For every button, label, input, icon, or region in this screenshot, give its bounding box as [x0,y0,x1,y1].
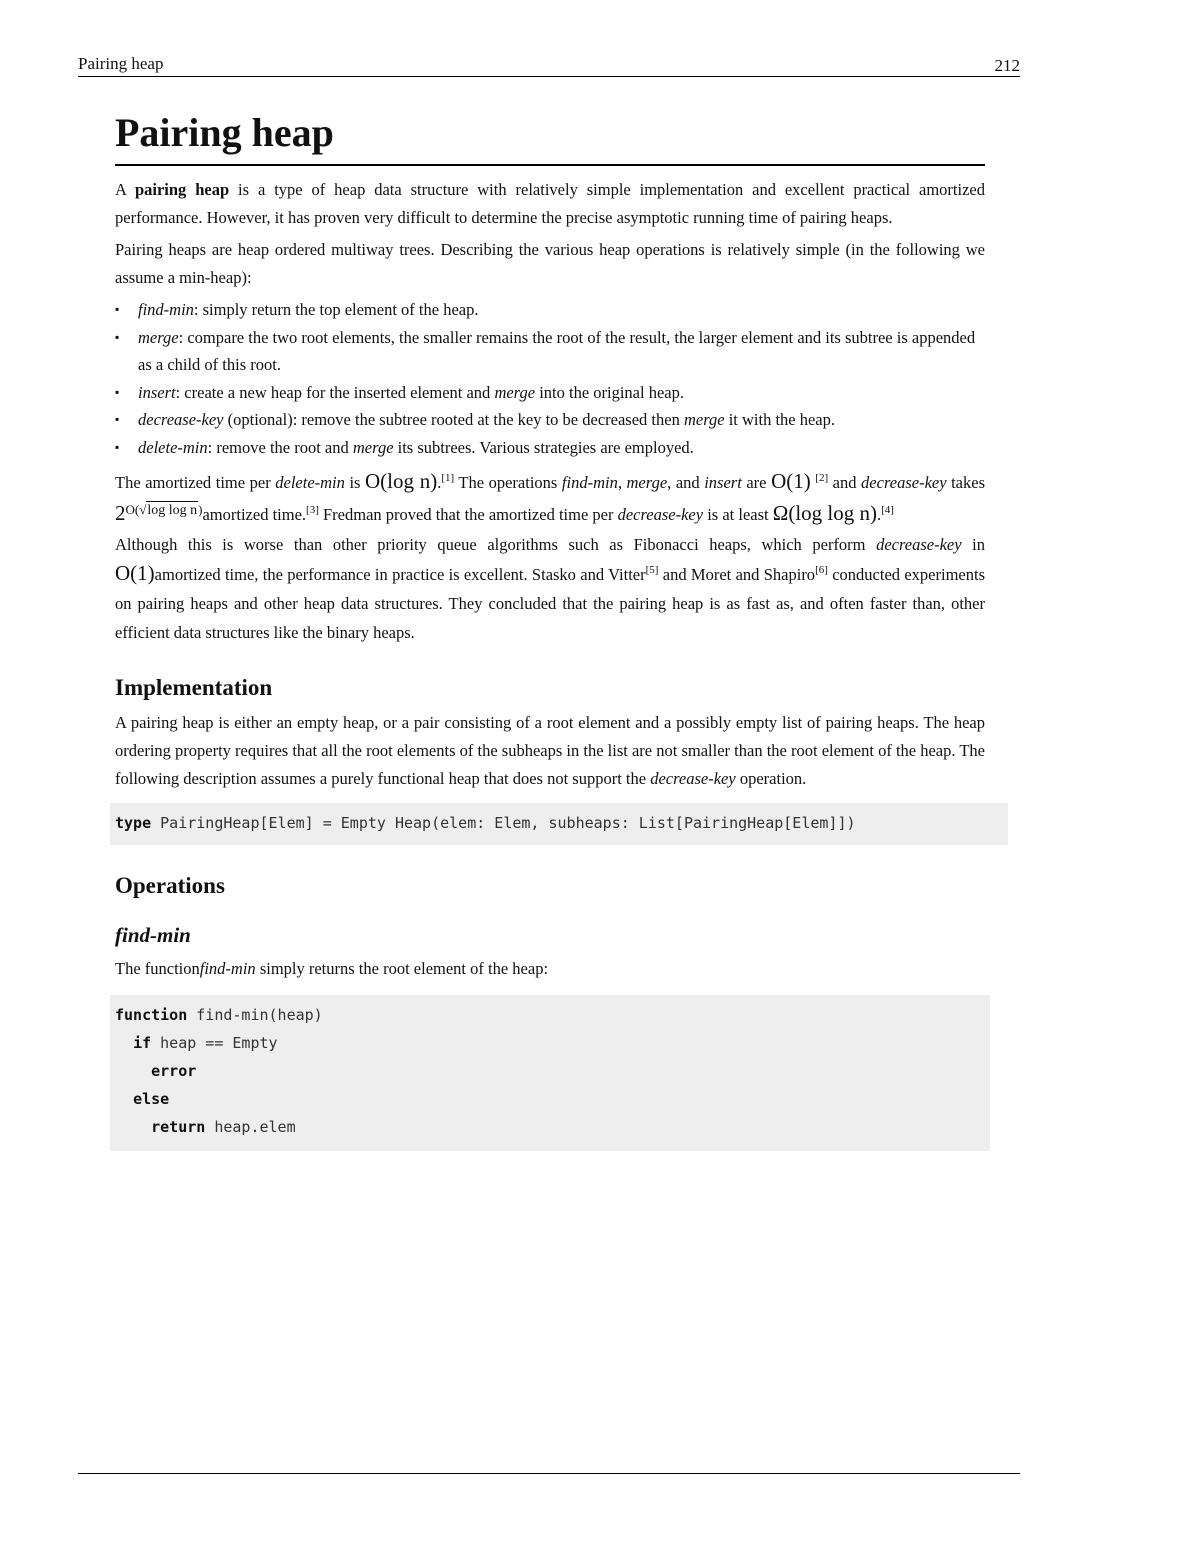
code-text: PairingHeap[Elem] = Empty Heap(elem: Elem, subheaps: List[PairingHeap[Elem]]) [151,813,856,832]
math-o-1: O(1) [771,468,811,493]
math-o-1: O(1) [115,560,155,585]
term-decrease-key: decrease-key [617,504,704,524]
amortized-time-paragraph: The amortized time per delete-min is O(log n).[1] The operations find-min, merge, and insert are O(1) [2] and decrease-key takes $2^{O(√log log n)}amortized$ time.[3] Fredman proved that the amortized time per decrease-key is at least Ω(log log n).[4] [115,468,986,525]
intro-term: pairing heap [134,180,230,199]
sqrt-icon: √ [139,501,147,517]
text-run: amortized time. [202,504,307,524]
reference-link[interactable]: [4] [881,503,894,516]
text-run: conducted experiments on pairing heaps and other heap data structures. They concluded that the pairing heap is as fast as, and often faster than, other efficient data structures like the binary heaps. [115,564,985,642]
page-number: 212 [994,56,1020,75]
term-insert: insert [704,472,742,492]
section-heading-operations: Operations [115,872,225,898]
code-keyword: error [151,1061,197,1080]
math-o-log-n: O(log n) [365,468,438,493]
article [115,108,985,1151]
text-run: amortized time, the performance in practice is excellent. Stasko and Vitter [154,564,646,584]
term-merge: merge [626,472,668,492]
bullet-text: : create a new heap for the inserted element and [175,382,495,402]
comparison-paragraph [115,530,985,647]
bullet-term: merge [138,327,179,347]
code-line [115,1085,990,1113]
bullet-text: : compare the two root elements, the smaller remains the root of the result, the larger element and its subtree is appended as a child of this root. [138,327,976,375]
code-block-find-min [110,995,990,1151]
bullet-term: find-min [138,300,194,319]
text-run: The amortized time per [115,472,276,492]
text-run: is at least [703,504,773,524]
code-line [115,1001,990,1029]
implementation-paragraph [115,709,985,793]
code-block-type-definition [110,803,1008,845]
text-run: The operations [454,472,562,492]
bullet-term-secondary: merge [683,410,725,430]
code-keyword: type [115,813,152,832]
bullet-term-secondary: merge [494,382,536,402]
term-delete-min: delete-min [275,472,345,492]
text-run: Although this is worse than other priority queue algorithms such as Fibonacci heaps, which perform [115,534,877,554]
bullet-term: delete-min [138,437,208,457]
bullet-text-end: its subtrees. Various strategies are employed. [393,437,694,457]
bullet-text: : remove the root and [207,437,353,457]
reference-link[interactable]: [1] [441,471,455,484]
term-find-min: find-min [561,472,618,492]
math-sqrt-arg: log log n [147,502,198,518]
list-item [115,434,985,462]
text-run: , [617,472,627,492]
code-line [115,1057,990,1085]
text-run: takes [946,472,986,492]
section-heading-implementation: Implementation [115,674,273,700]
bullet-term: insert [138,382,176,402]
code-keyword: if [133,1033,152,1052]
text-run: A pairing heap is either an empty heap, or a pair consisting of a root element and a possibly empty list of pairing heaps. The heap ordering property requires that all the root elements of the subheaps in the list are not smaller than the root element of the heap. The following description assumes a purely functional heap that does not support the [115,712,985,788]
math-base: 2 [115,500,126,525]
bullet-text-end: it with the heap. [724,410,836,430]
find-min-paragraph [115,955,985,983]
intro-text: is a type of heap data structure with relatively simple implementation and excellent practical amortized performance. However, it has proven very difficult to determine the precise asymptotic running time of pairing heaps. [115,180,985,227]
bullet-term: decrease-key [138,410,224,430]
bullet-text: : simply return the top element of the heap. [193,300,479,319]
text-run: simply returns the root element of the heap: [255,958,549,978]
bullet-text-end: into the original heap. [535,382,684,402]
term-decrease-key: decrease-key [650,768,736,788]
list-item [115,324,985,379]
bullet-icon: ▪ [115,412,120,427]
code-text: heap == Empty [151,1033,278,1052]
term-decrease-key: decrease-key [876,534,962,554]
code-text: find-min(heap) [187,1005,323,1024]
math-close: ) [198,501,203,517]
math-o: O( [125,501,140,517]
reference-link[interactable]: [2] [815,471,829,484]
list-item [115,296,985,324]
running-header-title: Pairing heap [78,54,164,73]
reference-link[interactable]: [6] [815,563,828,576]
math-exponent-expression [115,501,202,525]
term-decrease-key: decrease-key [861,472,947,492]
operations-intro-paragraph: Pairing heaps are heap ordered multiway trees. Describing the various heap operations is relatively simple (in the following we assume a min-heap): [115,240,985,287]
subsection-heading-find-min: find-min [115,922,191,947]
text-run: is [344,472,366,492]
bullet-icon: ▪ [115,439,120,454]
code-keyword: else [133,1089,170,1108]
text-run: and Moret and Shapiro [658,564,816,584]
term-find-min: find-min [199,958,256,978]
operations-list [115,296,985,462]
code-line [115,1029,990,1057]
code-line [115,1113,990,1141]
bullet-icon: ▪ [115,302,120,316]
text-run: are [741,472,772,492]
list-item [115,406,985,434]
text-run: , and [667,472,705,492]
reference-link[interactable]: [3] [306,503,319,516]
bullet-icon: ▪ [115,329,120,344]
page-title: Pairing heap [115,108,985,166]
text-run: The function [115,958,200,978]
code-text: heap.elem [205,1117,296,1136]
intro-paragraph [115,176,985,232]
running-header [78,52,1020,77]
code-keyword: return [151,1117,206,1136]
reference-link[interactable]: [5] [645,563,659,576]
footer-rule [78,1473,1020,1474]
text-run: and [828,472,862,492]
code-keyword: function [115,1005,188,1024]
text-run: in [961,534,985,554]
math-omega-log-log-n: Ω(log log n) [772,500,878,525]
bullet-term-secondary: merge [352,437,394,457]
bullet-icon: ▪ [115,384,120,399]
bullet-text: (optional): remove the subtree rooted at the key to be decreased then [223,410,684,430]
list-item [115,379,985,407]
text-run: operation. [735,768,807,788]
text-run: Fredman proved that the amortized time per [318,504,618,524]
intro-article: A [115,180,127,199]
